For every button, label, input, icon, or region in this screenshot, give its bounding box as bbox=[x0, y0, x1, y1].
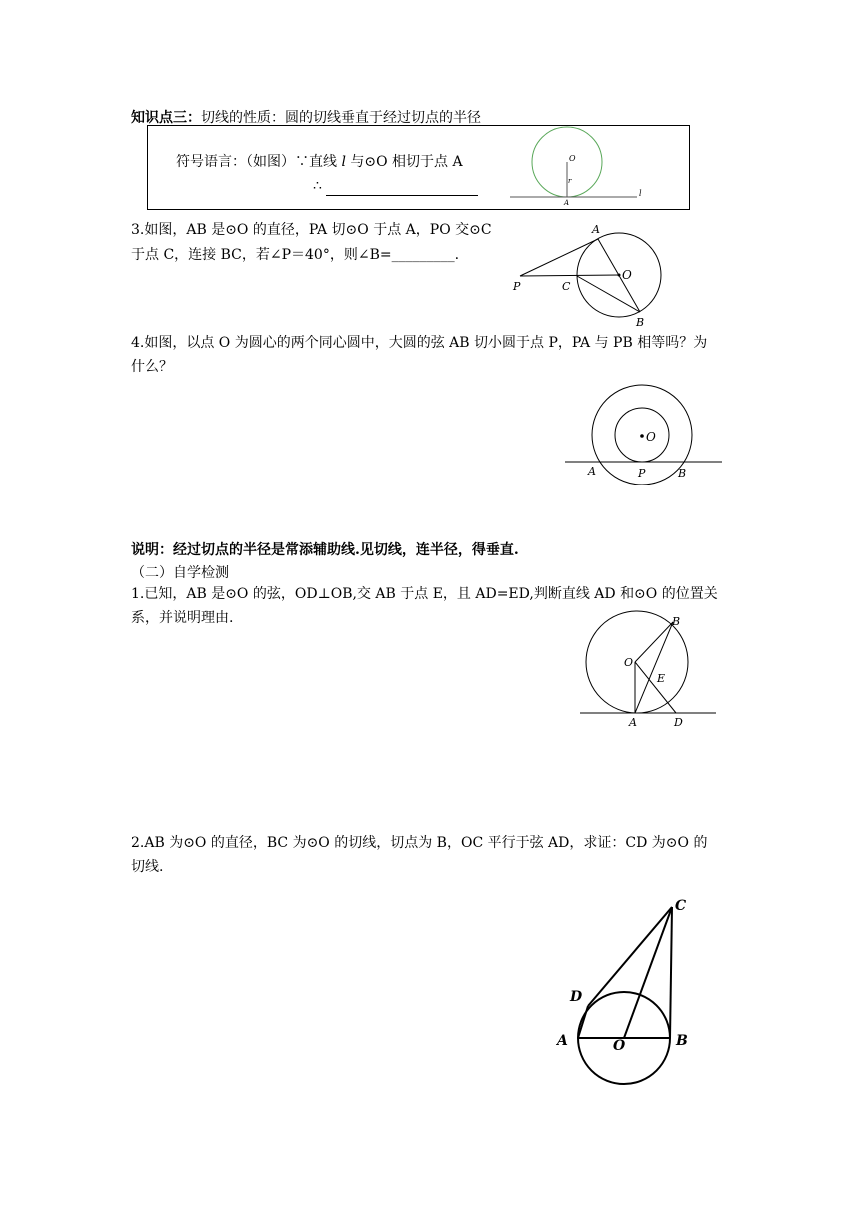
label-A: A bbox=[588, 465, 596, 478]
problem-2-line2: 切线. bbox=[131, 859, 164, 875]
answer-blank[interactable] bbox=[326, 179, 478, 196]
label-A: A bbox=[592, 223, 600, 236]
center-dot bbox=[618, 274, 621, 277]
label-O: O bbox=[646, 430, 656, 444]
section-2-heading: （二）自学检测 bbox=[131, 565, 229, 581]
label-r: r bbox=[568, 177, 572, 185]
segment-CD bbox=[588, 907, 672, 1006]
label-A: A bbox=[557, 1033, 568, 1049]
symbol-language-line1 bbox=[176, 152, 463, 172]
problem-1-figure bbox=[576, 610, 721, 735]
symbol-language-line2 bbox=[313, 176, 478, 196]
box-line1-suffix: 与⊙O 相切于点 A bbox=[345, 154, 463, 170]
question-3-line2: 于点 C，连接 BC，若∠P＝40°，则∠B=_________. bbox=[131, 247, 460, 263]
problem-1-line1: 1.已知，AB 是⊙O 的弦，OD⊥OB,交 AB 于点 E，且 AD=ED,判断直线 AD 和⊙O 的位置关 bbox=[131, 586, 718, 602]
therefore-symbol: ∴ bbox=[313, 178, 322, 194]
label-P: P bbox=[638, 467, 646, 480]
question-4-line2: 什么？ bbox=[131, 359, 173, 375]
label-l: l bbox=[639, 189, 642, 198]
question-3-figure bbox=[508, 218, 670, 330]
label-B: B bbox=[676, 1033, 688, 1049]
question-4-line1: 4.如图，以点 O 为圆心的两个同心圆中，大圆的弦 AB 切小圆于点 P，PA 与 PB 相等吗？为 bbox=[131, 335, 708, 351]
problem-2-figure bbox=[552, 895, 702, 1085]
tangent-property-figure bbox=[505, 125, 655, 210]
label-O: O bbox=[613, 1038, 626, 1054]
label-B: B bbox=[636, 316, 645, 329]
question-3-line1: 3.如图，AB 是⊙O 的直径，PA 切⊙O 于点 A，PO 交⊙C bbox=[131, 222, 492, 238]
box-line1-prefix: 符号语言：（如图）∵直线 bbox=[176, 154, 342, 170]
label-O: O bbox=[622, 268, 632, 282]
label-B: B bbox=[678, 467, 687, 480]
label-A: A bbox=[629, 716, 637, 729]
segment-OD bbox=[635, 662, 676, 713]
label-C: C bbox=[562, 280, 571, 293]
question-4-figure bbox=[560, 380, 728, 485]
label-A: A bbox=[564, 199, 570, 207]
label-O: O bbox=[569, 154, 576, 163]
segment-PA bbox=[520, 239, 598, 276]
note-text: 说明：经过切点的半径是常添辅助线.见切线，连半径，得垂直. bbox=[131, 542, 519, 558]
segment-CB bbox=[670, 907, 672, 1038]
label-B: B bbox=[672, 615, 681, 628]
label-P: P bbox=[513, 280, 521, 293]
problem-2-line1: 2.AB 为⊙O 的直径，BC 为⊙O 的切线，切点为 B，OC 平行于弦 AD，求证：CD 为⊙O 的 bbox=[131, 835, 708, 851]
label-C: C bbox=[675, 898, 687, 914]
segment-AB bbox=[635, 622, 673, 713]
segment-OB bbox=[635, 622, 673, 662]
kp3-label: 知识点三： bbox=[131, 110, 201, 126]
line-variable-l: l bbox=[341, 154, 346, 170]
center-dot bbox=[640, 434, 644, 438]
kp3-text: 切线的性质：圆的切线垂直于经过切点的半径 bbox=[201, 110, 481, 126]
label-D: D bbox=[570, 989, 583, 1005]
label-E: E bbox=[657, 672, 666, 685]
chord-AD bbox=[578, 1006, 588, 1038]
label-O: O bbox=[624, 656, 634, 669]
problem-1-line2: 系，并说明理由. bbox=[131, 610, 234, 626]
label-D: D bbox=[674, 716, 683, 729]
segment-PO bbox=[520, 275, 619, 276]
